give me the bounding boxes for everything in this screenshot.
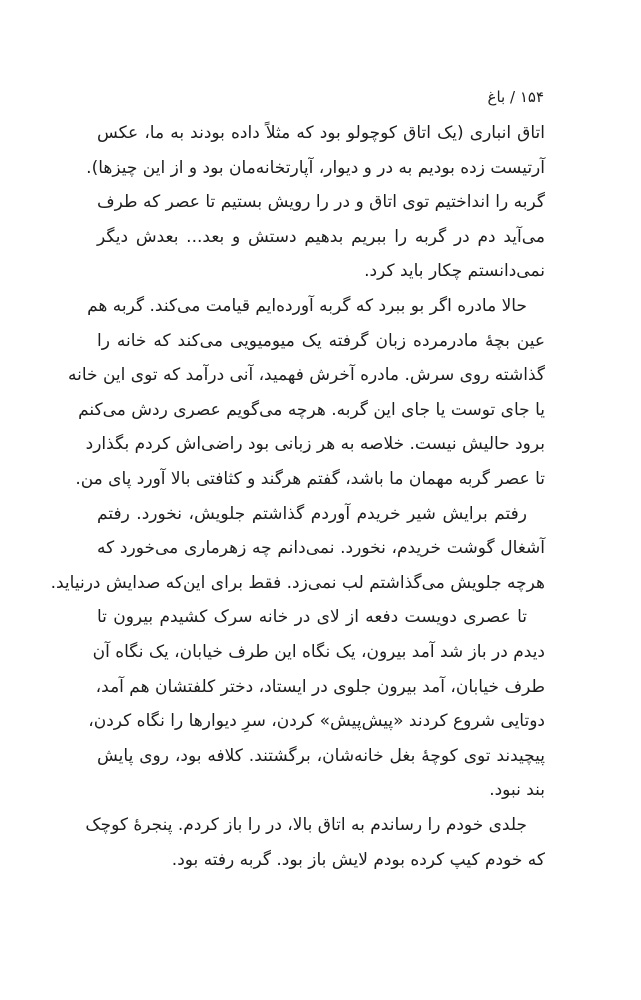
text-line: رفتم برایش شیر خریدم آوردم گذاشتم جلویش، نخورد. رفتم [97,503,527,524]
text-line: تا عصر گربه مهمان ما باشد، گفتم هرگند و کثافتی بالا آورد پای من. [75,469,545,489]
text-line: اتاق انباری (یک اتاق کوچولو بود که مثلاً داده بودند به ما، عکس [97,123,545,143]
text-line: نمی‌دانستم چکار باید کرد. [364,261,545,282]
text-line: آرتیست زده بودیم به در و دیوار، آپارتخانه‌مان بود و از این چیزها). [86,157,545,178]
text-line: می‌آید دم در گربه را ببریم بدهیم دستش و بعد... بعدش دیگر [97,226,545,247]
text-line: که خودم کیپ کرده بودم لایش باز بود. گربه رفته بود. [171,849,545,870]
text-line: گذاشته روی سرش. مادره آخرش فهمید، آنی درآمد که توی این خانه [68,365,545,386]
text-line: دوتایی شروع کردند «پیش‌پیش» کردن، سرِ دیوارها را نگاه کردن، [88,711,545,732]
text-line: طرف خیابان، آمد بیرون جلوی در ایستاد، دختر کلفتشان هم آمد، [95,676,545,697]
text-line: پیچیدند توی کوچهٔ بغل خانه‌شان، برگشتند. کلافه بود، روی پایش [97,745,545,766]
text-line: بند نبود. [489,780,545,801]
text-line: دیدم در باز شد آمد بیرون، یک نگاه این طرف خیابان، یک نگاه آن [92,642,545,662]
text-line: یا جای توست یا جای این گربه. هرچه می‌گویم عصری ردش می‌کنم [78,399,545,420]
running-header [488,88,545,106]
book-title: باغ [487,88,506,106]
text-line: تا عصری دویست دفعه از لای در خانه سرک کشیدم بیرون تا [97,607,527,628]
text-line: آشغال گوشت خریدم، نخورد. نمی‌دانم چه زهرماری می‌خورد که [97,538,545,559]
text-line: جلدی خودم را رساندم به اتاق بالا، در را باز کردم. پنجرهٔ کوچک [85,815,527,835]
text-line: حالا مادره اگر بو ببرد که گربه آورده‌ایم قیامت می‌کند. گربه هم [87,296,527,316]
text-line: عین بچهٔ مادرمرده زبان گرفته یک میومیویی می‌کند که خانه را [97,330,545,351]
page-number: ۱۵۴ [519,88,544,106]
text-line: هرچه جلویش می‌گذاشتم لب نمی‌زد. فقط برای این‌که صدایش درنیاید. [50,572,545,593]
text-line: گربه را انداختیم توی اتاق و در را رویش بستیم تا عصر که طرف [97,192,545,213]
header-separator: / [509,88,516,106]
text-line: برود حالیش نیست. خلاصه به هر زبانی بود راضی‌اش کردم بگذارد [85,434,545,455]
